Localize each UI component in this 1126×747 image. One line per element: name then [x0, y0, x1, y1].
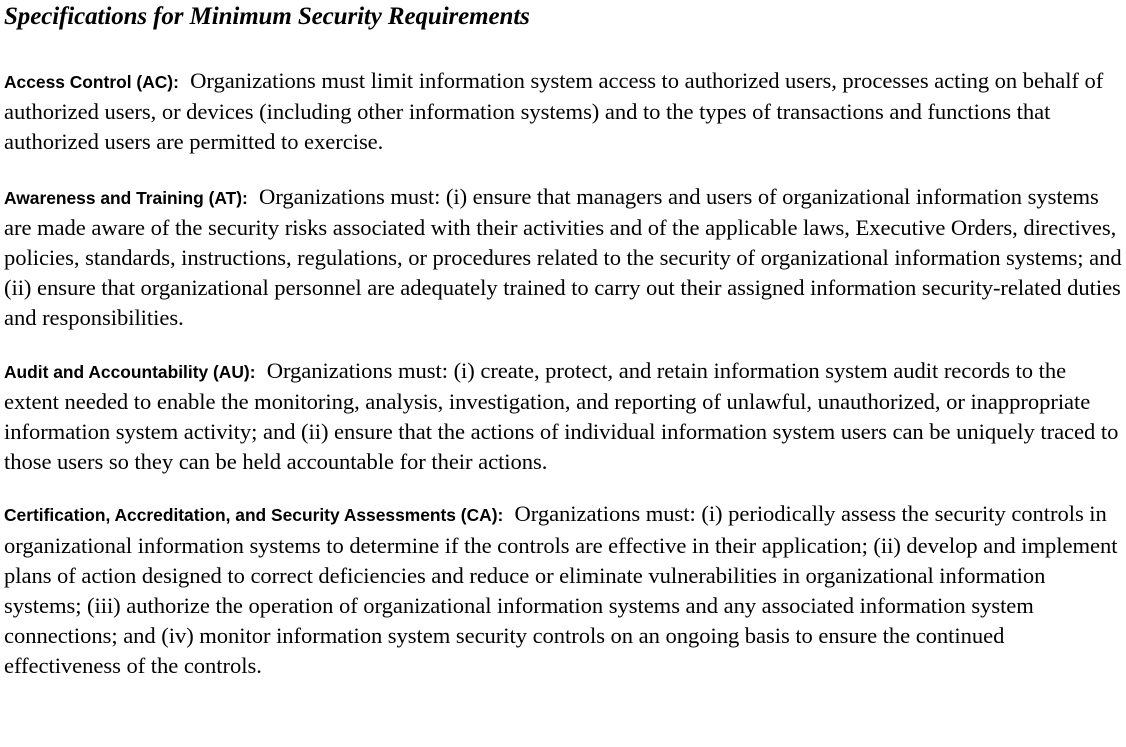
section-audit-accountability	[4, 356, 1122, 478]
section-term: Awareness and Training (AT):	[4, 187, 248, 208]
section-text: Organizations must: (i) periodically assess the security controls in organizational information systems to determine if the controls are effective in their application; (ii) develop and implement plans of action designed to correct deficiencies and reduce or eliminate vulnerabilities in organizational information systems; (iii) authorize the operation of organizational information systems and any associated information system connections; and (iv) monitor information system security controls on an ongoing basis to ensure the continued effectiveness of the controls.	[4, 501, 1118, 679]
document-title: Specifications for Minimum Security Requirements	[4, 3, 530, 30]
section-text: Organizations must: (i) create, protect, and retain information system audit records to the extent needed to enable the monitoring, analysis, investigation, and reporting of unlawful, unauthorized, or inappropriate information system activity; and (ii) ensure that the actions of individual information system users can be uniquely traced to those users so they can be held accountable for their actions.	[4, 357, 1119, 475]
section-awareness-training	[4, 182, 1122, 334]
section-term: Access Control (AC):	[4, 72, 179, 92]
section-certification-accreditation	[4, 499, 1122, 681]
section-term: Audit and Accountability (AU):	[4, 361, 256, 382]
section-text: Organizations must limit information system access to authorized users, processes acting on behalf of authorized users, or devices (including other information systems) and to the types of transactions and functions that authorized users are permitted to exercise.	[4, 68, 1104, 155]
section-text: Organizations must: (i) ensure that managers and users of organizational information systems are made aware of the security risks associated with their activities and of the applicable laws, Executive Orders, directives, policies, standards, instructions, regulations, or procedures related to the security of organizational information systems; and (ii) ensure that organizational personnel are adequately trained to carry out their assigned information security-related duties and responsibilities.	[4, 183, 1122, 331]
section-term: Certification, Accreditation, and Security Assessments (CA):	[4, 505, 504, 526]
document-page	[4, 0, 1122, 682]
section-access-control	[4, 66, 1122, 158]
